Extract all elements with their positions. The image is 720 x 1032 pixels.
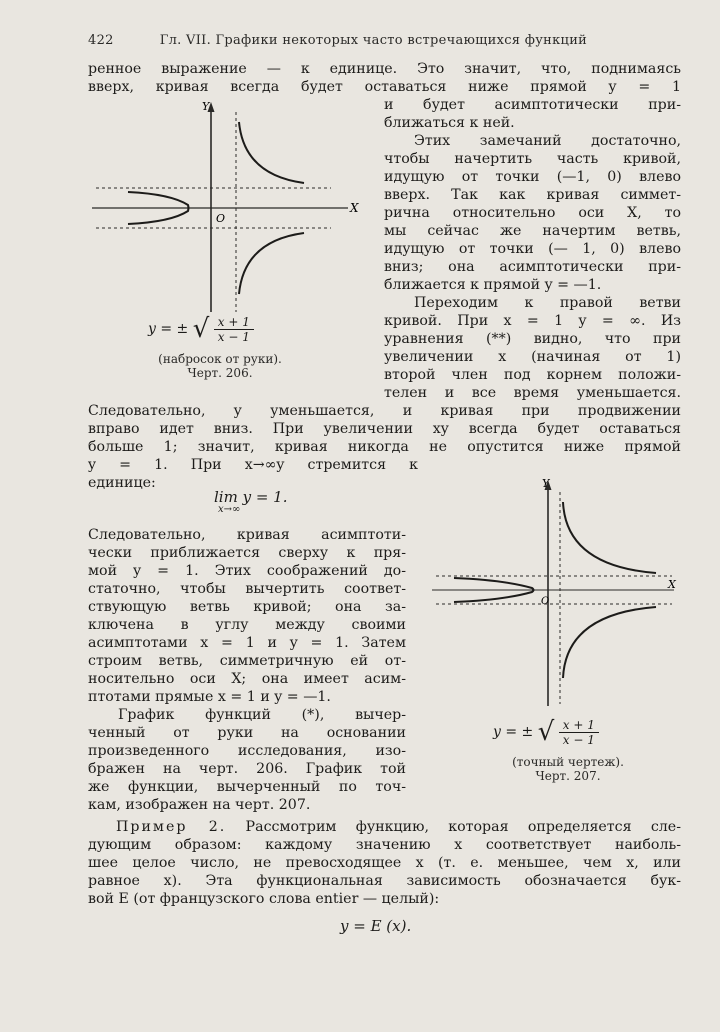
- right-lower-branch: [563, 607, 656, 678]
- text-line: единице:: [88, 475, 156, 491]
- figure-207-formula: [493, 717, 599, 747]
- text-line: увеличении x (начиная от 1): [384, 349, 681, 365]
- limit-subscript: x→∞: [218, 504, 241, 515]
- figure-206: [86, 100, 376, 315]
- text-line: идущую от точки (— 1, 0) влево: [384, 241, 681, 257]
- text-line: равное x). Эта функциональная зависимость обозначается бук-: [88, 873, 681, 889]
- text-line: [88, 818, 681, 836]
- text-line: ренное выражение — к единице. Это значит, что, поднимаясь: [88, 61, 681, 77]
- text-line: и будет асимптотически при-: [384, 97, 681, 113]
- text-line: чтобы начертить часть кривой,: [384, 151, 681, 167]
- text-line: вниз; она асимптотически при-: [384, 259, 681, 275]
- page-number: 422: [88, 33, 114, 48]
- caption-note: (точный чертеж).: [512, 755, 624, 769]
- text-line: ближаться к ней.: [384, 115, 515, 131]
- fraction-numerator: x + 1: [214, 315, 254, 330]
- text-line: График функций (*), вычер-: [118, 707, 406, 723]
- text-line: Следовательно, кривая асимптоти-: [88, 527, 406, 543]
- text-line: мой y = 1. Этих соображений до-: [88, 563, 406, 579]
- y-axis-label: Y: [202, 100, 210, 113]
- text-line: Этих замечаний достаточно,: [414, 133, 681, 149]
- text-line: y = 1. При x→∞y стремится к: [88, 457, 418, 473]
- text-line: кривой. При x = 1 y = ∞. Из: [384, 313, 681, 329]
- text-line: второй член под корнем положи-: [384, 367, 681, 383]
- paragraph-left-column: [88, 526, 406, 814]
- caption-number: Черт. 206.: [187, 366, 253, 380]
- figure-207: [424, 478, 689, 710]
- page-header: [88, 33, 648, 48]
- sqrt-sign: √: [537, 717, 555, 747]
- origin-label: O: [216, 212, 226, 225]
- text-line: статочно, чтобы вычертить соответ-: [88, 581, 406, 597]
- text-line: вверх. Так как кривая симмет-: [384, 187, 681, 203]
- figure-206-caption: [140, 352, 300, 380]
- text-line: ближается к прямой y = —1.: [384, 277, 602, 293]
- text-line: дующим образом: каждому значению x соответствует наиболь-: [88, 837, 681, 853]
- caption-note: (набросок от руки).: [158, 352, 282, 366]
- limit-expression: lim y = 1.: [214, 488, 288, 506]
- text-line: же функции, вычерченный по точ-: [88, 779, 406, 795]
- figure-206-formula: [148, 314, 254, 344]
- fraction: [214, 315, 254, 344]
- example-heading: Пример 2.: [116, 819, 227, 835]
- text-line: вправо идет вниз. При увеличении xy всегда будет оставаться: [88, 421, 681, 437]
- text-line: телен и все время уменьшается.: [384, 385, 681, 401]
- fraction: [559, 718, 599, 747]
- text-line: рична относительно оси X, то: [384, 205, 681, 221]
- figure-207-caption: [483, 755, 653, 783]
- running-title: Гл. VII. Графики некоторых часто встречающихся функций: [159, 33, 588, 48]
- text-line-tail: Рассмотрим функцию, которая определяется сле-: [226, 819, 681, 835]
- text-line: ченный от руки на основании: [88, 725, 406, 741]
- text-line: больше 1; значит, кривая никогда не опустится ниже прямой: [88, 439, 681, 455]
- fraction-denominator: x − 1: [217, 329, 250, 344]
- text-line: кам, изображен на черт. 207.: [88, 797, 311, 813]
- text-line: вой E (от французского слова entier — целый):: [88, 891, 440, 907]
- text-line: ствующую ветвь кривой; она за-: [88, 599, 406, 615]
- formula-lhs: y = ±: [148, 321, 189, 337]
- fraction-numerator: x + 1: [559, 718, 599, 733]
- paragraph-right-column: [384, 96, 681, 402]
- text-line: Следовательно, y уменьшается, и кривая при продвижении: [88, 403, 681, 419]
- x-axis-label: X: [350, 201, 359, 215]
- text-line: мы сейчас же начертим ветвь,: [384, 223, 681, 239]
- origin-label: O: [541, 596, 550, 607]
- caption-number: Черт. 207.: [535, 769, 601, 783]
- text-line: бражен на черт. 206. График той: [88, 761, 406, 777]
- text-line: шее целое число, не превосходящее x (т. е. меньшее, чем x, или: [88, 855, 681, 871]
- paragraph-example-2: [88, 818, 681, 908]
- right-lower-branch: [239, 233, 304, 294]
- text-line: уравнения (**) видно, что при: [384, 331, 681, 347]
- sqrt-sign: √: [192, 314, 210, 344]
- right-upper-branch: [563, 502, 656, 573]
- text-line: идущую от точки (—1, 0) влево: [384, 169, 681, 185]
- text-line: чески приближается сверху к пря-: [88, 545, 406, 561]
- text-line: вверх, кривая всегда будет оставаться ниже прямой y = 1: [88, 79, 681, 95]
- formula-lhs: y = ±: [493, 724, 534, 740]
- x-axis-label: X: [668, 578, 676, 591]
- fraction-denominator: x − 1: [562, 732, 595, 747]
- y-axis-label: Y: [542, 478, 550, 490]
- limit-formula: [214, 488, 287, 515]
- text-line: строим ветвь, симметричную ей от-: [88, 653, 406, 669]
- text-line: произведенного исследования, изо-: [88, 743, 406, 759]
- text-line: ключена в углу между своими: [88, 617, 406, 633]
- final-formula: y = E (x).: [340, 917, 412, 935]
- right-upper-branch: [239, 122, 304, 183]
- paragraph-top: [88, 60, 681, 96]
- text-line: птотами прямые x = 1 и y = —1.: [88, 689, 331, 705]
- text-line: асимптотами x = 1 и y = 1. Затем: [88, 635, 406, 651]
- text-line: Переходим к правой ветви: [414, 295, 681, 311]
- text-line: носительно оси X; она имеет асим-: [88, 671, 406, 687]
